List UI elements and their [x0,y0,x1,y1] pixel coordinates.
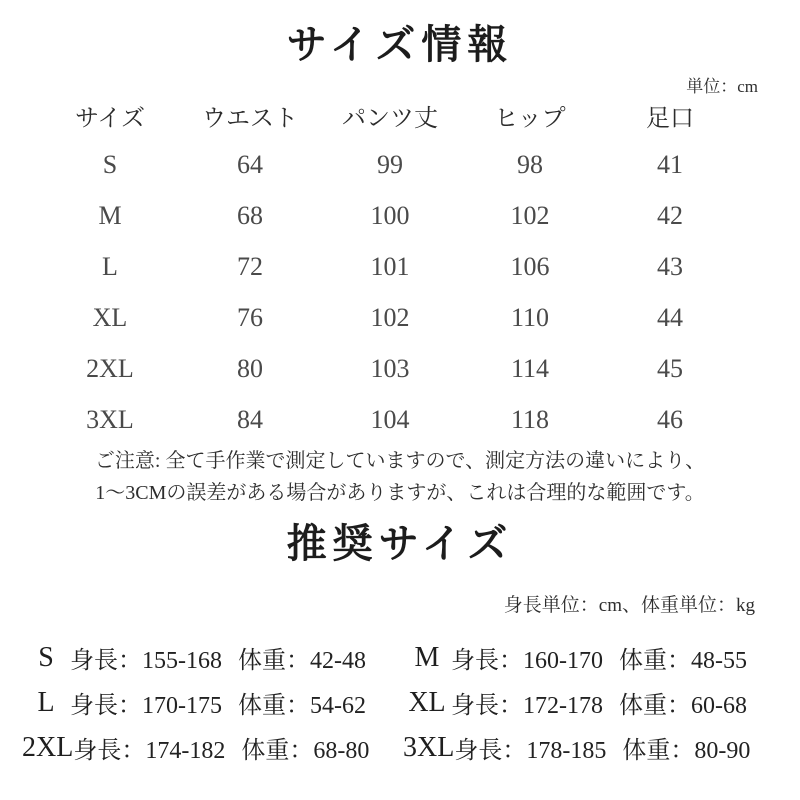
cell-leg: 45 [657,354,683,383]
measurement-notice [0,445,800,509]
cell-hip: 114 [510,354,550,383]
cell-waist: 68 [237,201,263,230]
recommend-size-label: S [38,641,54,673]
cell-leg: 41 [657,150,683,179]
table-row-xl [40,292,740,343]
column-header-leg-opening: 足口 [646,106,694,132]
column-header-hip: ヒップ [494,106,566,132]
recommend-size-label: M [414,641,440,673]
cell-hip: 118 [510,405,550,434]
recommend-height: 身長：170-175 [70,693,222,719]
recommend-item-xl [403,680,784,725]
cell-size: 2XL [86,354,134,383]
unit-label-height-weight: 身長単位：cm、体重単位：kg [503,595,755,616]
table-row-3xl [40,394,740,445]
recommended-size-grid [22,635,784,770]
recommend-weight: 体重：60-68 [619,693,747,719]
recommend-height: 身長：155-168 [70,648,222,674]
cell-size: M [98,201,122,230]
unit-label-cm: 単位：cm [686,77,758,96]
cell-hip: 106 [510,252,550,281]
cell-waist: 76 [237,303,263,332]
cell-leg: 42 [657,201,683,230]
recommend-size-label: 3XL [403,731,455,763]
cell-length: 99 [377,150,403,179]
recommend-item-l [22,680,403,725]
recommend-size-label: XL [408,686,446,718]
table-row-2xl [40,343,740,394]
size-measurement-table [40,99,740,445]
recommend-item-m [403,635,784,680]
cell-hip: 110 [510,303,550,332]
recommend-height: 身長：172-178 [451,693,603,719]
recommend-height: 身長：160-170 [451,648,603,674]
cell-length: 102 [370,303,410,332]
recommend-weight: 体重：80-90 [622,738,751,764]
cell-waist: 64 [237,150,263,179]
recommend-item-3xl [403,725,784,770]
cell-size: 3XL [86,405,134,434]
table-row-m [40,190,740,241]
recommend-weight: 体重：42-48 [238,648,366,674]
cell-size: S [102,150,118,179]
cell-hip: 98 [517,150,543,179]
cell-length: 100 [370,201,410,230]
column-header-length: パンツ丈 [342,106,438,132]
notice-line-2: 1〜3CMの誤差がある場合がありますが、これは合理的な範囲です。 [95,482,705,504]
cell-size: XL [92,303,128,332]
cell-leg: 43 [657,252,683,281]
recommend-item-s [22,635,403,680]
recommend-height: 身長：178-185 [454,738,607,764]
table-row-l [40,241,740,292]
cell-waist: 80 [237,354,263,383]
cell-length: 104 [370,405,410,434]
cell-waist: 84 [237,405,263,434]
recommended-size-title: 推奨サイズ [286,521,514,566]
table-row-s [40,139,740,190]
cell-size: L [102,252,118,281]
cell-leg: 44 [657,303,683,332]
recommend-item-2xl [22,725,403,770]
column-header-size: サイズ [74,106,146,132]
recommend-size-label: L [37,686,55,718]
cell-length: 103 [370,354,410,383]
recommend-weight: 体重：48-55 [619,648,747,674]
size-table-header-row [40,99,740,139]
size-table-body [40,139,740,445]
cell-leg: 46 [657,405,683,434]
recommend-weight: 体重：54-62 [238,693,366,719]
cell-waist: 72 [237,252,263,281]
recommend-size-label: 2XL [22,731,74,763]
size-info-title: サイズ情報 [286,22,514,67]
cell-hip: 102 [510,201,550,230]
cell-length: 101 [370,252,410,281]
notice-line-1: ご注意: 全て手作業で測定していますので、測定方法の違いにより、 [94,450,706,472]
recommend-height: 身長：174-182 [73,738,226,764]
recommend-weight: 体重：68-80 [241,738,370,764]
column-header-waist: ウエスト [202,106,298,132]
